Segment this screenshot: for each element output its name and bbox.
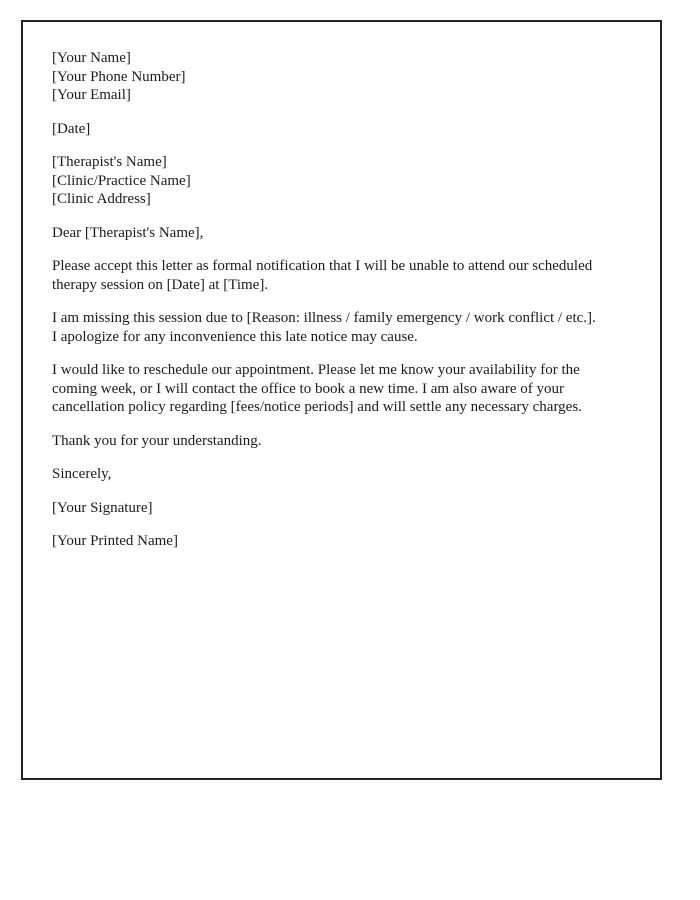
sender-email: [Your Email]: [52, 87, 131, 103]
paragraph-line: Please accept this letter as formal notification that I will be unable to attend our scheduled: [52, 258, 593, 274]
signature-line: [52, 499, 630, 518]
paragraph-line: I apologize for any inconvenience this late notice may cause.: [52, 328, 418, 345]
signature-placeholder: [Your Signature]: [52, 499, 153, 516]
paragraph-line: cancellation policy regarding [fees/notice periods] and will settle any necessary charges.: [52, 399, 582, 415]
closing-text: Sincerely,: [52, 466, 112, 482]
paragraph-line: I am missing this session due to [Reason: illness / family emergency / work conflict / etc.].: [52, 310, 596, 326]
sender-phone: [Your Phone Number]: [52, 68, 186, 85]
body-paragraph-1: [52, 257, 630, 294]
printed-name-line: [52, 532, 630, 551]
closing-line: [52, 465, 630, 484]
thanks-text: Thank you for your understanding.: [52, 432, 262, 449]
recipient-block: [52, 153, 630, 209]
body-paragraph-2: [52, 309, 630, 346]
recipient-clinic-address: [Clinic Address]: [52, 191, 151, 207]
paragraph-line: coming week, or I will contact the office to book a new time. I am also aware of your: [52, 380, 565, 397]
paragraph-line: therapy session on [Date] at [Time].: [52, 276, 269, 293]
recipient-therapist-name: [Therapist's Name]: [52, 154, 167, 170]
paragraph-line: I would like to reschedule our appointment. Please let me know your availability for the: [52, 362, 580, 378]
salutation: [52, 224, 630, 243]
salutation-text: Dear [Therapist's Name],: [52, 224, 204, 241]
letter-page: [21, 20, 662, 780]
body-paragraph-3: [52, 361, 630, 417]
date-placeholder: [Date]: [52, 120, 91, 137]
recipient-clinic-name: [Clinic/Practice Name]: [52, 172, 191, 189]
sender-name: [Your Name]: [52, 50, 131, 66]
printed-name-placeholder: [Your Printed Name]: [52, 533, 178, 549]
thanks-line: [52, 432, 630, 451]
date-line: [52, 120, 630, 139]
sender-block: [52, 49, 630, 105]
